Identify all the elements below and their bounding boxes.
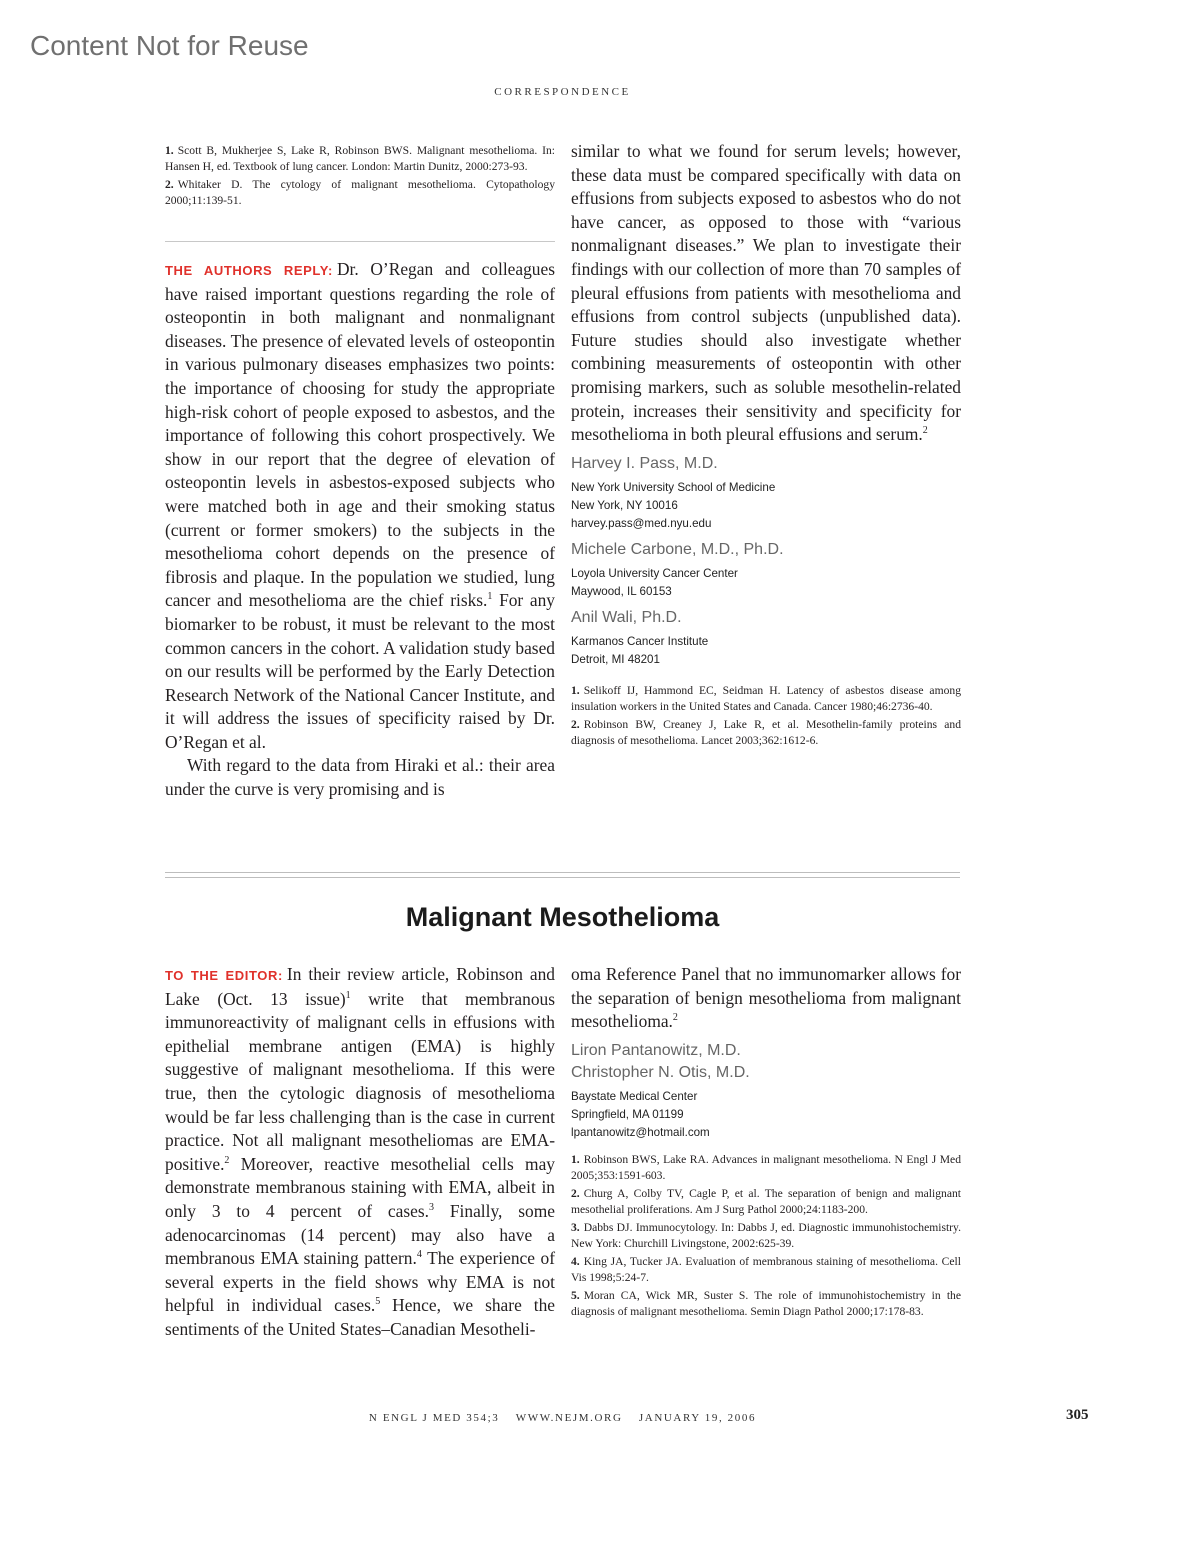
top-left-column xyxy=(165,143,555,211)
reference-item: 1. Scott B, Mukherjee S, Lake R, Robinson BWS. Malignant mesothelioma. In: Hansen H, ed. Textbook of lung cancer. London: Martin Dunitz, 2000:273-93. xyxy=(165,144,555,173)
editor-paragraph: TO THE EDITOR: In their review article, Robinson and Lake (Oct. 13 issue)$^1$ write that membranous immunoreactivity of malignant cells in effusions with epithelial membrane antigen (EMA) is highly suggestive of malignant mesothelioma. If this were true, then the cytologic diagnosis of mesothelioma would be far less challenging than is the case in current practice. Not all malignant mesotheliomas are EMA-positive.$^2$ Moreover, reactive mesothelial cells may demonstrate membranous staining with EMA, albeit in only 3 to 4 percent of cases.$^3$ Finally, some adenocarcinomas (14 percent) may also have a membranous EMA staining pattern.$^4$ The experience of several experts in the field shows why EMA is not helpful in individual cases.$^5$ Hence, we share the sentiments of the United States–Canadian Mesotheli- xyxy=(165,964,556,1339)
page-footer xyxy=(0,1412,1125,1424)
author-email: lpantanowitz@hotmail.com xyxy=(571,1125,710,1139)
reference-item: 2. Robinson BW, Creaney J, Lake R, et al. Mesothelin-family proteins and diagnosis of mesothelioma. Lancet 2003;362:1612-6. xyxy=(571,717,961,747)
reply-paragraph-2-continued: similar to what we found for serum levels; however, these data must be compared specifically with data on effusions from subjects exposed to asbestos who do not have cancer, as opposed to those with “various nonmalignant diseases.” We plan to investigate their findings with our collection of more than 70 samples of pleural effusions from patients with mesothelioma and effusions from control subjects (unpublished data). Future studies should also investigate whether combining measurements of osteopontin with other promising markers, such as soluble mesothelin-related protein, increases their sensitivity and specificity for mesothelioma in both pleural effusions and serum.$^2$ xyxy=(571,141,961,445)
authors-reply-text xyxy=(165,258,555,802)
author-address: Detroit, MI 48201 xyxy=(571,652,660,666)
watermark: Content Not for Reuse xyxy=(30,30,309,61)
editor-lead: TO THE EDITOR: xyxy=(165,968,283,983)
author-block xyxy=(571,539,961,601)
footer-site: WWW.NEJM.ORG xyxy=(515,1412,623,1424)
author-affiliation: Loyola University Cancer Center xyxy=(571,566,738,580)
author-affiliation: Karmanos Cancer Institute xyxy=(571,634,709,648)
author-affiliation: New York University School of Medicine xyxy=(571,480,776,494)
lower-right-column xyxy=(571,963,961,1322)
author-name: Anil Wali, Ph.D. xyxy=(571,608,682,626)
article-divider xyxy=(165,872,960,878)
editor-paragraph-continued: oma Reference Panel that no immunomarker allows for the separation of benign mesothelioma from malignant mesothelioma.$^2$ xyxy=(571,964,961,1032)
reference-item: 3. Dabbs DJ. Immunocytology. In: Dabbs J, ed. Diagnostic immunohistochemistry. New York: Churchill Livingstone, 2002:625-39. xyxy=(571,1220,961,1250)
to-editor-text xyxy=(165,963,555,1342)
footer-journal: N ENGL J MED 354;3 xyxy=(368,1412,500,1424)
reply-lead: THE AUTHORS REPLY: xyxy=(165,263,333,278)
separator-rule xyxy=(165,241,555,242)
section-label: CORRESPONDENCE xyxy=(494,86,631,98)
author-name: Harvey I. Pass, M.D. xyxy=(571,454,718,472)
reply-paragraph-2: With regard to the data from Hiraki et al.: their area under the curve is very promising and is xyxy=(165,755,555,800)
author-name: Michele Carbone, M.D., Ph.D. xyxy=(571,540,784,558)
article-title: Malignant Mesothelioma xyxy=(405,902,720,932)
footer-date: JANUARY 19, 2006 xyxy=(638,1412,757,1424)
editor-references xyxy=(571,1152,961,1320)
reference-item: 2. Churg A, Colby TV, Cagle P, et al. The separation of benign and malignant mesothelial proliferations. Am J Surg Pathol 2000;24:1183-200. xyxy=(571,1186,961,1216)
author-address: Maywood, IL 60153 xyxy=(571,584,672,598)
author-email: harvey.pass@med.nyu.edu xyxy=(571,516,712,530)
page-number: 305 xyxy=(1066,1407,1089,1423)
author-name: Christopher N. Otis, M.D. xyxy=(571,1063,750,1081)
reference-item: 5. Moran CA, Wick MR, Suster S. The role of immunohistochemistry in the diagnosis of malignant mesothelioma. Semin Diagn Pathol 2000;17:178-83. xyxy=(571,1288,961,1318)
reply-paragraph-1: THE AUTHORS REPLY: Dr. O’Regan and colleagues have raised important questions regarding the role of osteopontin in both malignant and nonmalignant diseases. The presence of elevated levels of osteopontin in various pulmonary diseases emphasizes two points: the importance of choosing for study the appropriate high-risk cohort of people exposed to asbestos, and the importance of following this cohort prospectively. We show in our report that the degree of elevation of osteopontin levels in asbestos-exposed subjects who were matched both in age and their smoking status (current or former smokers) to the subjects in the mesothelioma cohort depends on the presence of fibrosis and plaque. In the population we studied, lung cancer and mesothelioma are the chief risks.$^1$ For any biomarker to be robust, it must be relevant to the most common cancers in the cohort. A validation study based on our results will be performed by the Early Detection Research Network of the National Cancer Institute, and it will address the issues of specificity raised by Dr. O’Regan et al. xyxy=(165,259,555,752)
author-name: Liron Pantanowitz, M.D. xyxy=(571,1041,741,1059)
top-right-column xyxy=(571,140,961,751)
author-block xyxy=(571,607,961,669)
reference-item: 1. Robinson BWS, Lake RA. Advances in malignant mesothelioma. N Engl J Med 2005;353:1591-603. xyxy=(571,1152,961,1182)
author-block xyxy=(571,453,961,533)
reference-item: 1. Selikoff IJ, Hammond EC, Seidman H. Latency of asbestos disease among insulation workers in the United States and Canada. Cancer 1980;46:2736-40. xyxy=(571,683,961,713)
author-address: Springfield, MA 01199 xyxy=(571,1107,684,1121)
author-block xyxy=(571,1040,961,1142)
author-address: New York, NY 10016 xyxy=(571,498,678,512)
reference-item: 4. King JA, Tucker JA. Evaluation of membranous staining of mesothelioma. Cell Vis 1998;5:24-7. xyxy=(571,1254,961,1284)
reply-references xyxy=(571,683,961,749)
author-affiliation: Baystate Medical Center xyxy=(571,1089,698,1103)
reference-item: 2. Whitaker D. The cytology of malignant mesothelioma. Cytopathology 2000;11:139-51. xyxy=(165,178,555,207)
